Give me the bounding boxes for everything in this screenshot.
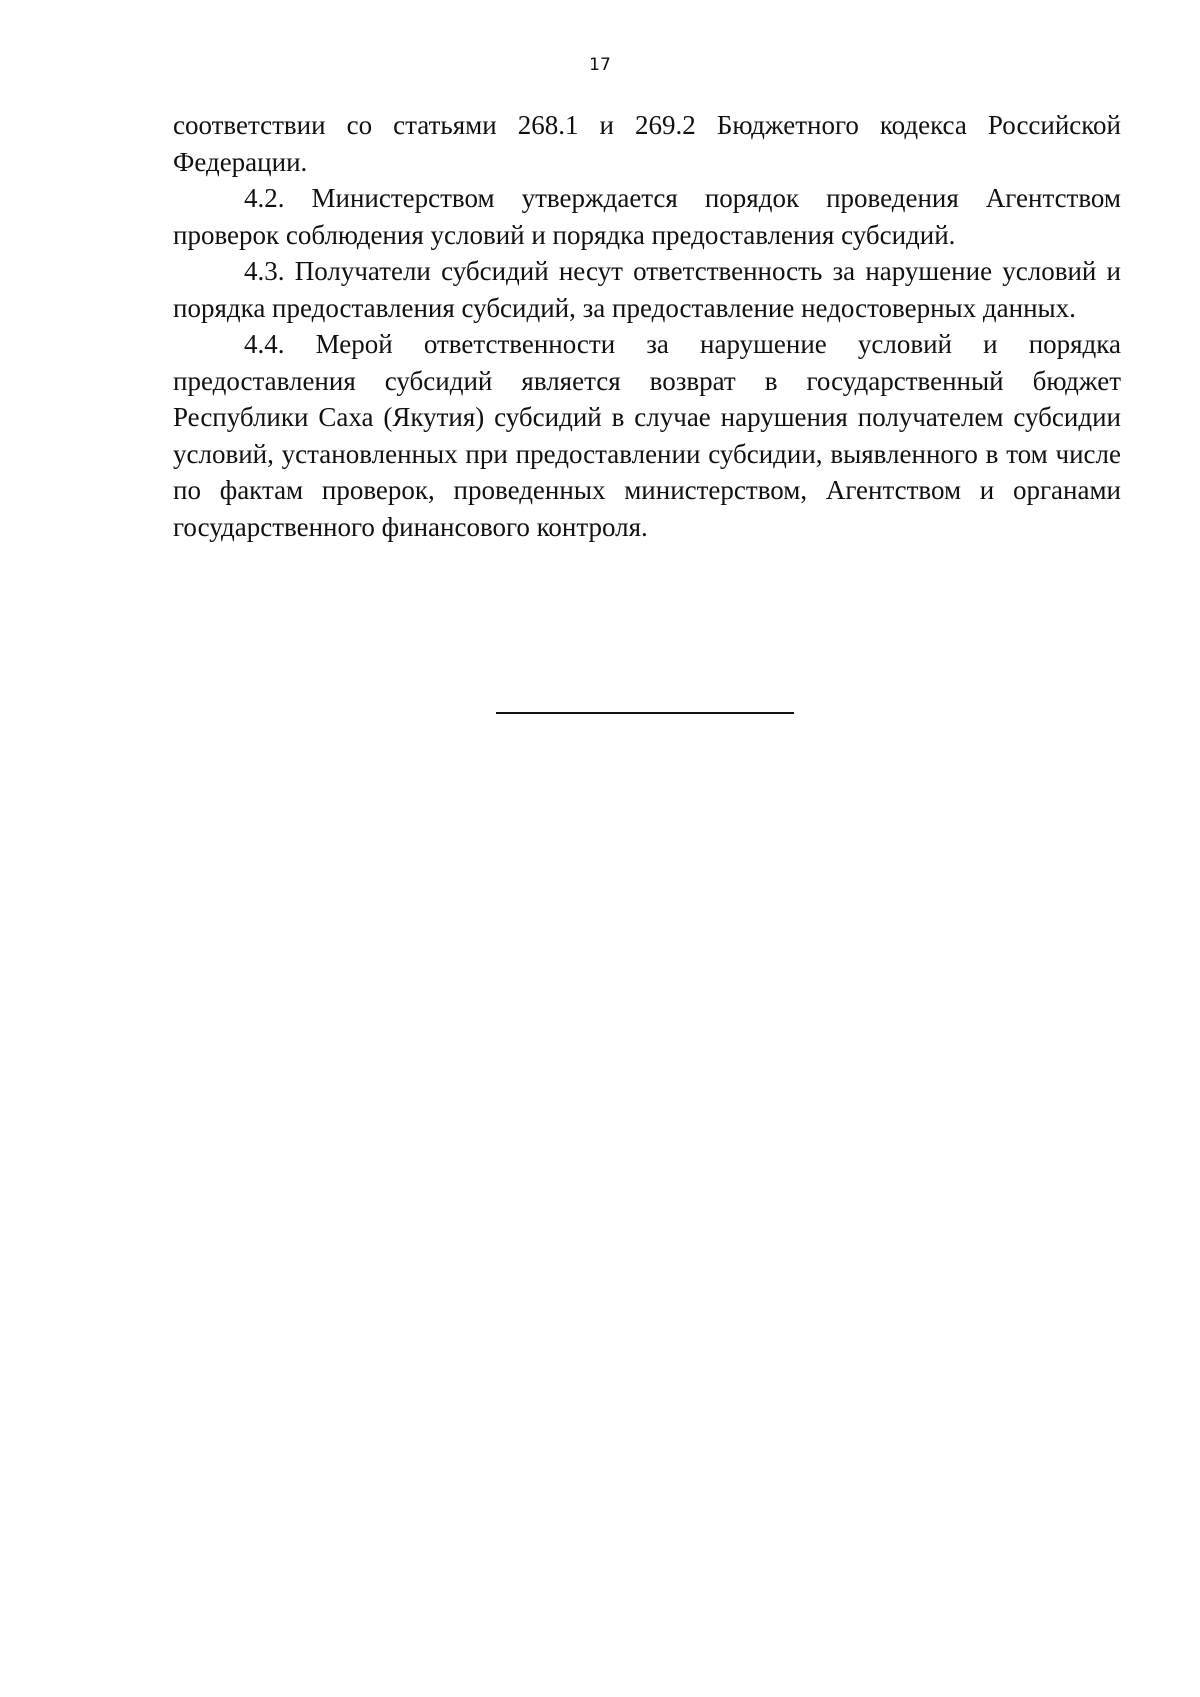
- paragraph-4-2: 4.2. Министерством утверждается порядок проведения Агентством проверок соблюдения условий и порядка предоставления субсидий.: [173, 183, 1121, 250]
- paragraph-continuation: соответствии со статьями 268.1 и 269.2 Бюджетного кодекса Российской Федерации.: [173, 110, 1121, 177]
- paragraph-4-4: 4.4. Мерой ответственности за нарушение условий и порядка предоставления субсидий является возврат в государственный бюджет Республики Саха (Якутия) субсидий в случае нарушения получателем субсидии условий, установленных при предоставлении субсидии, выявленного в том числе по фактам проверок, проведенных министерством, Агентством и органами государственного финансового контроля.: [173, 329, 1121, 542]
- end-separator-line: [496, 712, 794, 714]
- document-body: [173, 107, 1121, 545]
- paragraph-4-3: 4.3. Получатели субсидий несут ответственность за нарушение условий и порядка предоставления субсидий, за предоставление недостоверных данных.: [173, 256, 1121, 323]
- page-number: 17: [589, 55, 611, 75]
